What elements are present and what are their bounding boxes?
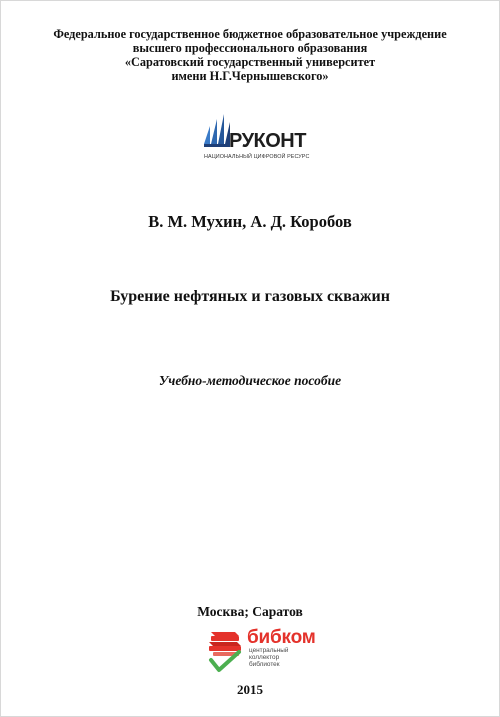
bibkom-name: бибком xyxy=(247,627,316,648)
institution-line-3: «Саратовский государственный университет xyxy=(124,55,376,69)
rukont-emblem-icon xyxy=(202,114,232,154)
publication-year: 2015 xyxy=(237,682,263,697)
rukont-tagline: НАЦИОНАЛЬНЫЙ ЦИФРОВОЙ РЕСУРС xyxy=(204,154,310,160)
bibkom-tagline-line-2: коллектор xyxy=(249,653,280,661)
bibkom-tagline-line-3: библиотек xyxy=(249,660,280,668)
bibkom-tagline-line-1: центральный xyxy=(249,647,289,654)
bibkom-tagline xyxy=(249,648,288,668)
rukont-name: РУКОНТ xyxy=(229,130,306,152)
publication-city: Москва; Саратов xyxy=(197,604,303,619)
institution-line-2: высшего профессионального образования xyxy=(132,41,368,55)
institution-line-4: имени Н.Г.Чернышевского» xyxy=(171,69,329,83)
bibkom-logo xyxy=(205,628,331,676)
rukont-logo xyxy=(202,114,310,164)
book-title: Бурение нефтяных и газовых скважин xyxy=(110,288,390,305)
authors: В. М. Мухин, А. Д. Коробов xyxy=(148,212,352,231)
book-subtitle: Учебно-методическое пособие xyxy=(158,373,342,388)
bibkom-books-icon xyxy=(205,628,247,674)
institution-header xyxy=(1,27,499,83)
institution-line-1: Федеральное государственное бюджетное образовательное учреждение xyxy=(53,27,447,41)
